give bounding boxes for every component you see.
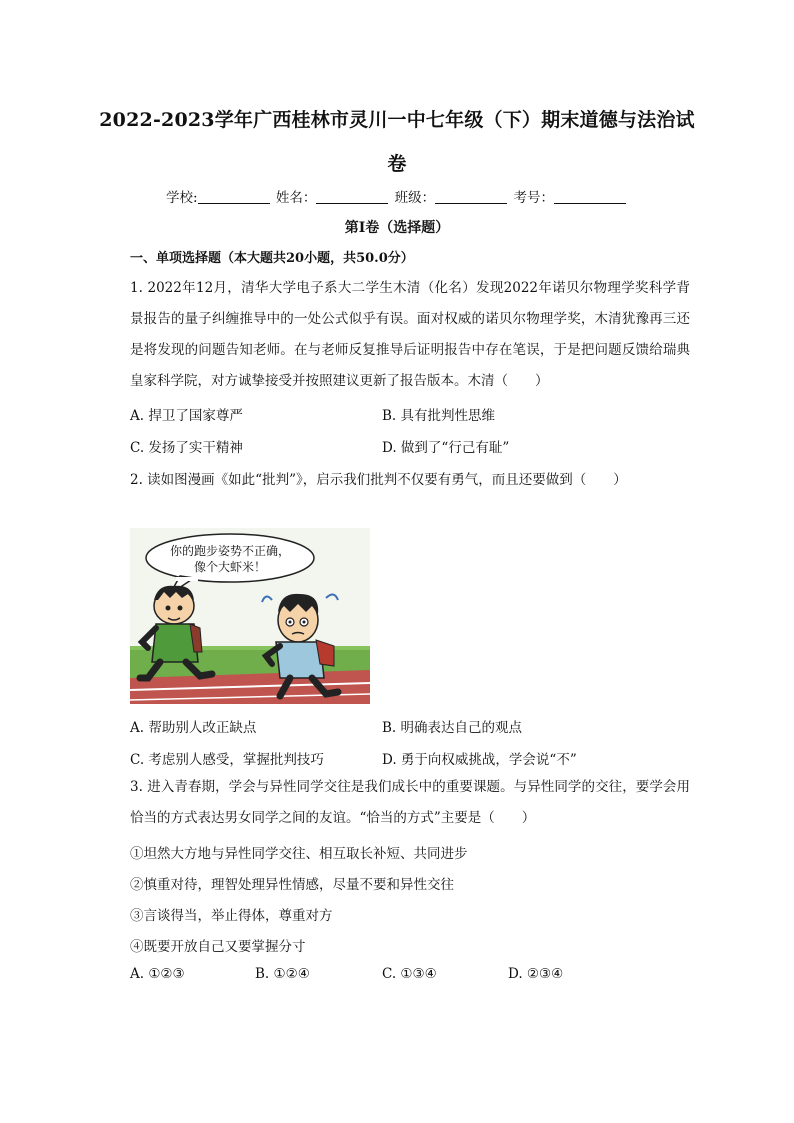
- q3-statement-3: ③言谈得当，举止得体，尊重对方: [130, 908, 333, 924]
- school-blank[interactable]: [198, 189, 270, 204]
- name-label: 姓名：: [275, 190, 317, 206]
- class-blank[interactable]: [435, 189, 507, 204]
- exam-no-blank[interactable]: [554, 189, 626, 204]
- q3-option-a[interactable]: A. ①②③: [130, 966, 185, 982]
- q2-option-a[interactable]: A. 帮助别人改正缺点: [130, 720, 257, 736]
- q1-option-a[interactable]: A. 捍卫了国家尊严: [130, 408, 243, 424]
- section-heading: 一、单项选择题（本大题共20小题，共50.0分）: [130, 251, 414, 266]
- q3-option-b[interactable]: B. ①②④: [255, 966, 310, 982]
- q1-option-d[interactable]: D. 做到了“行己有耻”: [382, 440, 510, 456]
- school-label: 学校:: [166, 190, 198, 206]
- exam-title: 2022-2023学年广西桂林市灵川一中七年级（下）期末道德与法治试卷: [99, 109, 695, 175]
- q1-option-b[interactable]: B. 具有批判性思维: [382, 408, 496, 424]
- student-info-line: [0, 186, 794, 206]
- class-label: 班级：: [394, 190, 436, 206]
- q3-option-c[interactable]: C. ①③④: [382, 966, 437, 982]
- q1-option-c[interactable]: C. 发扬了实干精神: [130, 440, 243, 456]
- name-blank[interactable]: [316, 189, 388, 204]
- exam-no-label: 考号：: [513, 190, 554, 206]
- question-2-stem: 2. 读如图漫画《如此“批判”》，启示我们批判不仅要有勇气，而且还要做到（ ）: [130, 472, 627, 488]
- q3-statement-1: ①坦然大方地与异性同学交往、相互取长补短、共同进步: [130, 846, 468, 862]
- bubble-line-2: 像个大虾米！: [193, 560, 267, 574]
- question-3-stem: 3. 进入青春期，学会与异性同学交往是我们成长中的重要课题。与异性同学的交往，要学会用恰当的方式表达男女同学之间的友谊。“恰当的方式”主要是（ ）: [130, 779, 690, 826]
- q3-option-d[interactable]: D. ②③④: [508, 966, 564, 982]
- bubble-line-1: 你的跑步姿势不正确，: [169, 544, 291, 558]
- q3-statement-2: ②慎重对待，理智处理异性情感，尽量不要和异性交往: [130, 877, 454, 893]
- cartoon-illustration: [130, 528, 370, 704]
- q2-option-c[interactable]: C. 考虑别人感受，掌握批判技巧: [130, 752, 324, 768]
- cartoon-image: [130, 528, 370, 704]
- part-heading: 第I卷（选择题）: [344, 220, 450, 236]
- q2-option-d[interactable]: D. 勇于向权威挑战，学会说“不”: [382, 752, 577, 768]
- question-1-stem: 1. 2022年12月，清华大学电子系大二学生木清（化名）发现2022年诺贝尔物理学奖科学背景报告的量子纠缠推导中的一处公式似乎有误。面对权威的诺贝尔物理学奖，木清犹豫再三还是将发现的问题告知老师。在与老师反复推导后证明报告中存在笔误，于是把问题反馈给瑞典皇家科学院，对方诚挚接受并按照建议更新了报告版本。木清（ ）: [130, 280, 690, 389]
- q3-statement-4: ④既要开放自己又要掌握分寸: [130, 939, 306, 955]
- q2-option-b[interactable]: B. 明确表达自己的观点: [382, 720, 523, 736]
